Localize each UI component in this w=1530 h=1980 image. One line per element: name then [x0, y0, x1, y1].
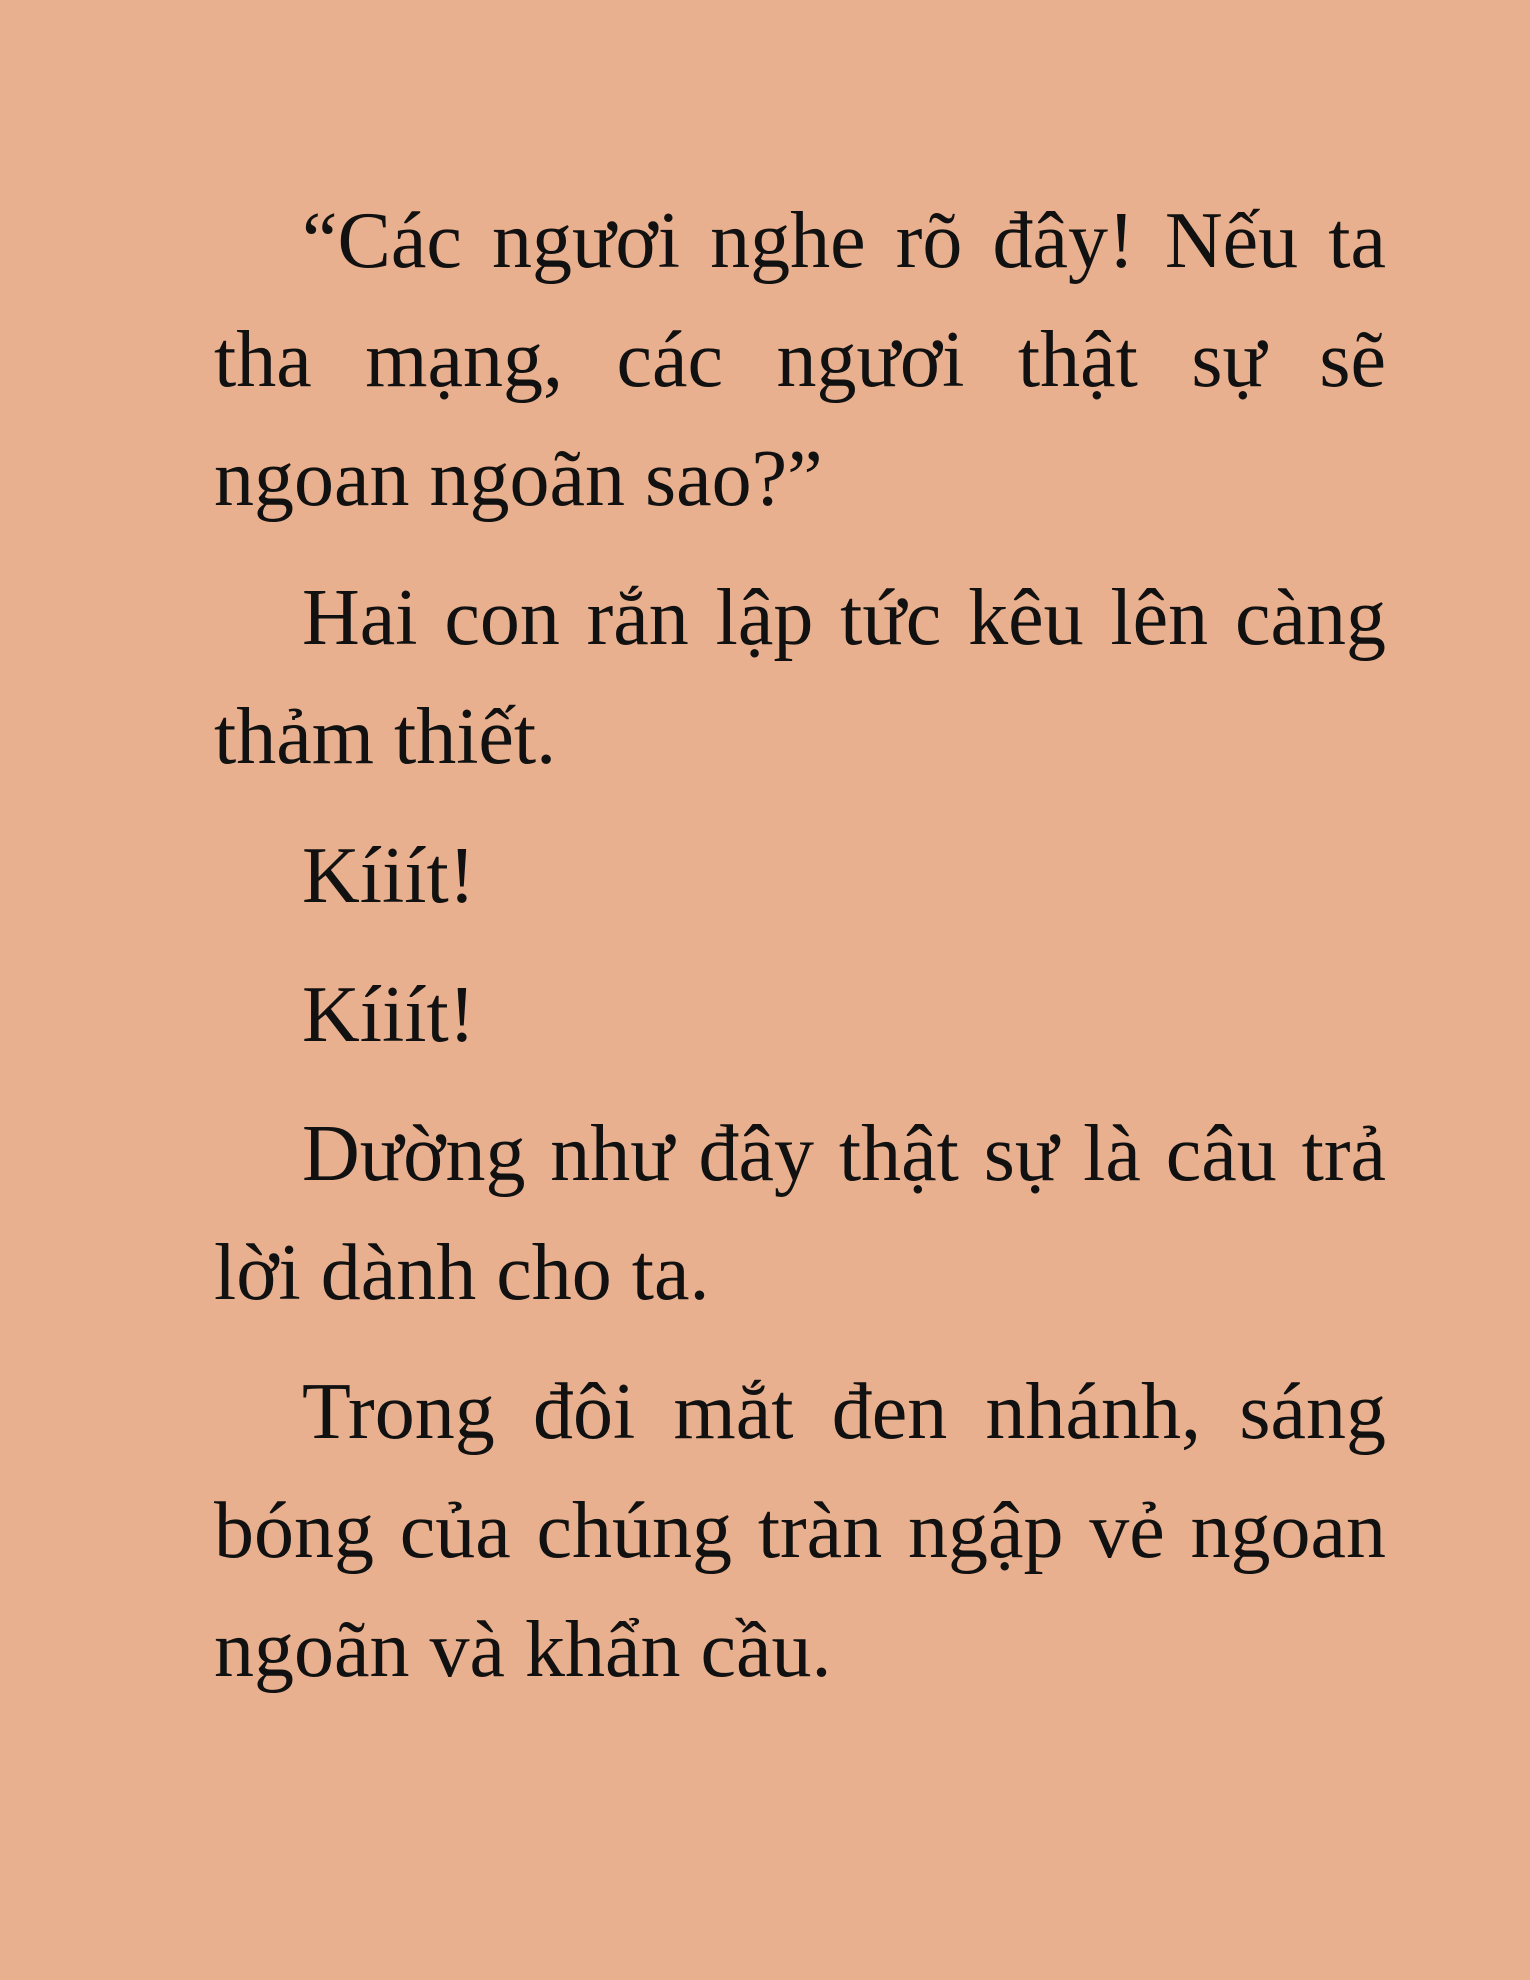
paragraph: Dường như đây thật sự là câu trả lời dành cho ta. — [214, 1110, 1386, 1317]
paragraph: Kíiít! — [302, 971, 476, 1059]
paragraph: Hai con rắn lập tức kêu lên càng thảm thiết. — [214, 574, 1386, 781]
paragraph: Kíiít! — [302, 832, 476, 920]
paragraph: “Các ngươi nghe rõ đây! Nếu ta tha mạng, các ngươi thật sự sẽ ngoan ngoãn sao?” — [214, 197, 1386, 523]
paragraph: Trong đôi mắt đen nhánh, sáng bóng của chúng tràn ngập vẻ ngoan ngoãn và khẩn cầu. — [214, 1368, 1386, 1694]
document-page — [214, 182, 1386, 1730]
